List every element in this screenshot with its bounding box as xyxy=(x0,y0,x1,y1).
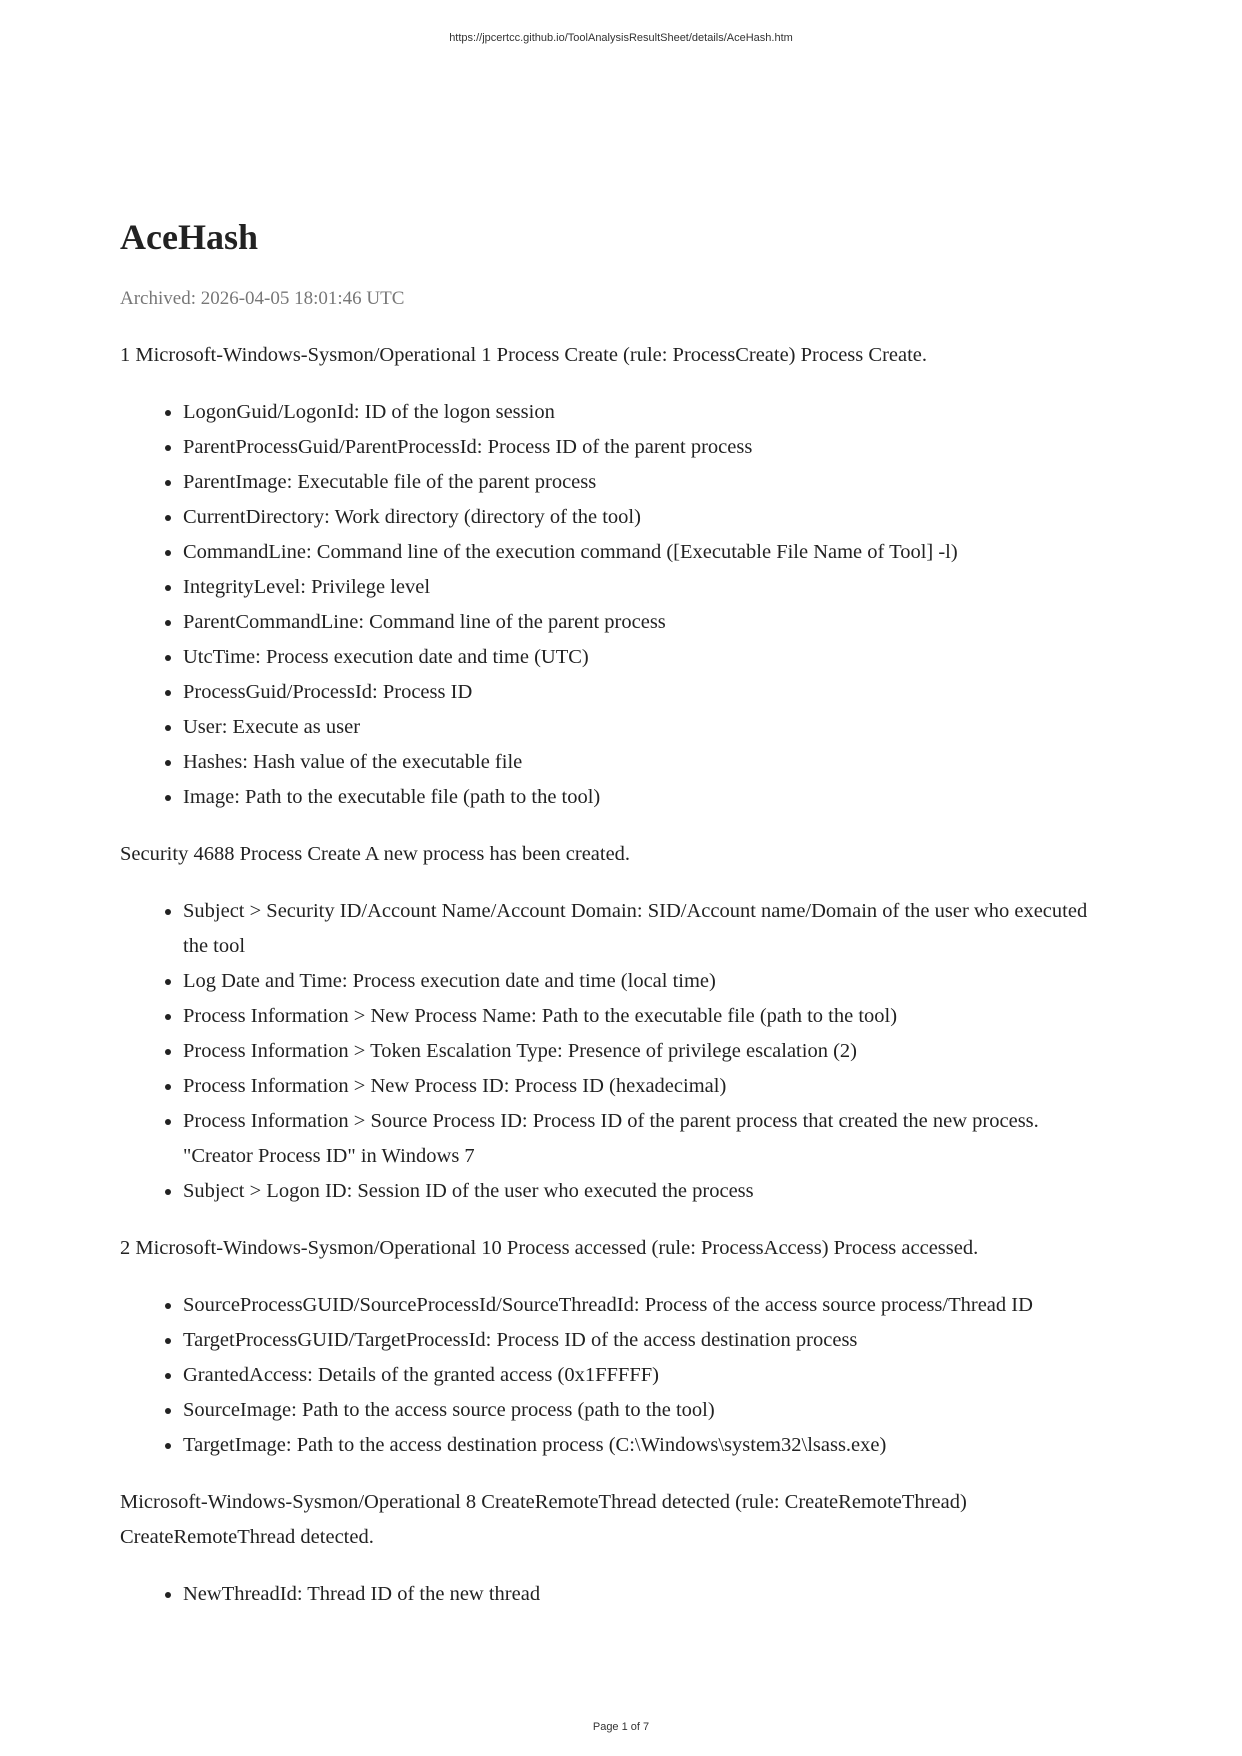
list-item: • GrantedAccess: Details of the granted access (0x1FFFFF) xyxy=(183,1358,1110,1393)
event-field-list xyxy=(120,1288,1110,1463)
list-item: • Process Information > New Process Name: Path to the executable file (path to the tool) xyxy=(183,999,1110,1034)
list-item: • TargetProcessGUID/TargetProcessId: Process ID of the access destination process xyxy=(183,1323,1110,1358)
list-item: • ProcessGuid/ProcessId: Process ID xyxy=(183,675,1110,710)
list-item: • User: Execute as user xyxy=(183,710,1110,745)
list-item: • Subject > Security ID/Account Name/Account Domain: SID/Account name/Domain of the user who executed the tool xyxy=(183,894,1110,964)
list-item: • ParentProcessGuid/ParentProcessId: Process ID of the parent process xyxy=(183,430,1110,465)
list-item: • UtcTime: Process execution date and time (UTC) xyxy=(183,640,1110,675)
document-body xyxy=(120,215,1110,1612)
event-field-list xyxy=(120,1577,1110,1612)
list-item: • Hashes: Hash value of the executable file xyxy=(183,745,1110,780)
list-item: • SourceImage: Path to the access source process (path to the tool) xyxy=(183,1393,1110,1428)
list-item: • NewThreadId: Thread ID of the new thread xyxy=(183,1577,1110,1612)
list-item: • CommandLine: Command line of the execution command ([Executable File Name of Tool] -l) xyxy=(183,535,1110,570)
list-item: • LogonGuid/LogonId: ID of the logon session xyxy=(183,395,1110,430)
section-heading: 1 Microsoft-Windows-Sysmon/Operational 1 Process Create (rule: ProcessCreate) Process Create. xyxy=(120,344,928,366)
list-item: • Log Date and Time: Process execution date and time (local time) xyxy=(183,964,1110,999)
list-item: • ParentImage: Executable file of the parent process xyxy=(183,465,1110,500)
list-item: • Process Information > Source Process ID: Process ID of the parent process that created the new process. "Creator Process ID" in Windows 7 xyxy=(183,1104,1110,1174)
list-item: • Process Information > New Process ID: Process ID (hexadecimal) xyxy=(183,1069,1110,1104)
list-item: • Subject > Logon ID: Session ID of the user who executed the process xyxy=(183,1174,1110,1209)
sections xyxy=(120,338,1110,1612)
list-item: • CurrentDirectory: Work directory (directory of the tool) xyxy=(183,500,1110,535)
section-heading: Security 4688 Process Create A new process has been created. xyxy=(120,843,631,865)
event-field-list xyxy=(120,395,1110,815)
section-heading: Microsoft-Windows-Sysmon/Operational 8 CreateRemoteThread detected (rule: CreateRemoteThread) CreateRemoteThread detected. xyxy=(120,1491,967,1548)
page-number: Page 1 of 7 xyxy=(592,1721,650,1733)
list-item: • SourceProcessGUID/SourceProcessId/SourceThreadId: Process of the access source process/Thread ID xyxy=(183,1288,1110,1323)
event-field-list xyxy=(120,894,1110,1209)
list-item: • IntegrityLevel: Privilege level xyxy=(183,570,1110,605)
list-item: • TargetImage: Path to the access destination process (C:\Windows\system32\lsass.exe) xyxy=(183,1428,1110,1463)
page-title: AceHash xyxy=(120,217,258,257)
list-item: • Process Information > Token Escalation Type: Presence of privilege escalation (2) xyxy=(183,1034,1110,1069)
list-item: • ParentCommandLine: Command line of the parent process xyxy=(183,605,1110,640)
archived-timestamp: Archived: 2026-04-05 18:01:46 UTC xyxy=(120,288,405,309)
list-item: • Image: Path to the executable file (path to the tool) xyxy=(183,780,1110,815)
section-heading: 2 Microsoft-Windows-Sysmon/Operational 10 Process accessed (rule: ProcessAccess) Process accessed. xyxy=(120,1237,979,1259)
page-url: https://jpcertcc.github.io/ToolAnalysisResultSheet/details/AceHash.htm xyxy=(449,32,793,44)
